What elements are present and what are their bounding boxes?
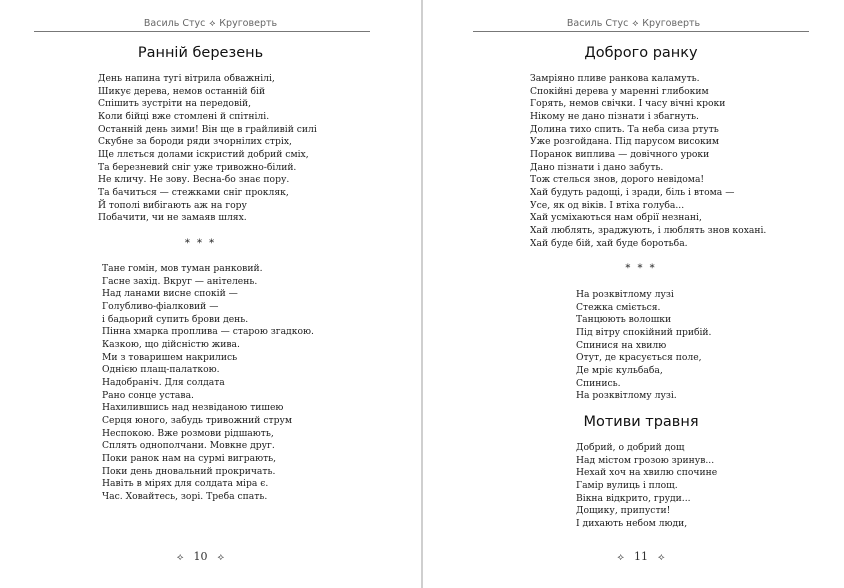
left-stanza-2 [102, 263, 314, 503]
poem-line: І дихають небом люди, [576, 517, 688, 529]
header-author: Василь Стус [566, 18, 629, 29]
poem-line: Вікна відкрито, груди... [576, 492, 691, 504]
right-stanza-3 [576, 442, 717, 531]
poem-line: Тане гомін, мов туман ранковий. [102, 263, 263, 274]
running-head-left [0, 18, 421, 32]
poem-line: Стежка сміється. [576, 301, 661, 313]
poem-line: Над ланами висне спокій — [102, 288, 238, 300]
poem-line: Гамір вулиць і площ. [576, 479, 678, 491]
poem-line: Однією плащ-палаткою. [102, 364, 220, 376]
poem-line: Навіть в мірях для солдата міра є. [102, 478, 269, 490]
poem-line: Горять, немов свічки. І часу вічні кроки [530, 98, 726, 110]
poem-line: Хай будуть радощі, і зради, біль і втома — [530, 186, 735, 198]
poem-line: Рано сонце устава. [102, 389, 194, 401]
poem-line: Поранок випливa — довічного уроки [530, 148, 710, 160]
page-number: 11 [634, 550, 648, 563]
folio-diamond-icon: ⟡ [176, 552, 184, 563]
running-head-right [423, 18, 844, 32]
header-diamond-icon: ⟡ [209, 19, 216, 29]
poem-line: Шикує дерева, немов останній бій [98, 85, 266, 97]
folio-diamond-icon: ⟡ [658, 552, 665, 563]
poem-line: Серця юного, забудь тривожний струм [102, 414, 293, 426]
poem-line: Над містом грозою зринув... [576, 454, 715, 466]
poem-line: Сплять однополчани. Мовкне друг. [102, 440, 275, 452]
right-page [423, 0, 844, 588]
poem-line: Долина тихо спить. Та неба сиза ртуть [530, 123, 719, 135]
poem-line: Надобраніч. Для солдата [102, 376, 225, 388]
poem-line: Танцюють волошки [576, 314, 672, 326]
poem-line: Замріяно пливе ранкова каламуть. [530, 73, 700, 84]
poem-line: Нікому не дано пізнати і збагнуть. [530, 110, 699, 122]
header-diamond-icon: ⟡ [632, 19, 639, 29]
poem-line: Та березневий сніг уже тривожно-білий. [98, 161, 297, 173]
poem-title-right-1: Доброго ранку [584, 45, 698, 61]
header-book-title: Круговерть [219, 18, 278, 29]
left-stanza-1 [98, 73, 317, 225]
poem-line: Хай буде бій, хай буде боротьба. [530, 237, 688, 249]
page-number-left [0, 550, 401, 563]
poem-line: Ще ллється долами іскристий добрий сміх, [98, 148, 309, 160]
poem-line: Побачити, чи не замаяв шлях. [98, 212, 247, 224]
page-number-right [423, 550, 844, 563]
poem-line: Нахилившись над незвіданою тишею [102, 402, 284, 414]
poem-line: Ми з товаришем накрились [102, 351, 238, 363]
poem-line: Отут, де красується поле, [576, 352, 702, 364]
poem-line: Хай люблять, зраджують, і люблять знов кохані. [530, 224, 767, 236]
poem-line: Та бачиться — стежками сніг прокляк, [98, 186, 289, 198]
header-rule-right [473, 31, 809, 32]
poem-line: Усе, як од віків. І втіха голуба... [530, 199, 685, 211]
poem-title-right-2: Мотиви травня [583, 414, 699, 430]
header-rule-left [34, 31, 370, 32]
poem-line: Не кличу. Не зову. Весна-бо знає пору. [98, 174, 290, 186]
section-divider-right: * * * [625, 263, 657, 274]
poem-line: Спокійні дерева у мареннi глибоким [530, 85, 709, 97]
left-page [0, 0, 421, 588]
poem-line: Поки день дновальний прокричать. [102, 465, 276, 477]
poem-line: Гасне захід. Вкруг — анітелень. [102, 275, 258, 287]
right-stanza-2 [576, 289, 711, 403]
poem-line: Дощику, припусти! [576, 505, 671, 517]
poem-line: і бадьорий супить брови день. [102, 313, 249, 325]
poem-line: Спинися на хвилю [576, 339, 667, 351]
poem-line: Де мріє кульбаба, [576, 364, 663, 376]
poem-line: Час. Ховайтесь, зорі. Треба спать. [102, 490, 268, 502]
section-divider-left: * * * [184, 238, 217, 249]
poem-line: Дано пізнати і дано забуть. [530, 161, 664, 173]
poem-line: Неспокою. Вже розмови рідшають, [102, 427, 274, 439]
poem-line: Спішить зустріти на передовій, [98, 98, 252, 110]
poem-line: Під вітру спокійний прибій. [576, 326, 712, 338]
poem-line: Й тополі вибігають аж на гору [98, 199, 247, 211]
poem-line: Уже розгойдана. Під парусом високим [530, 136, 720, 148]
poem-title-left-1: Ранній березень [137, 45, 264, 61]
poem-line: Коли бійці вже стомлені й спітнілі. [98, 110, 270, 122]
page-number: 10 [193, 550, 208, 563]
poem-line: На розквітлому лузі. [576, 390, 677, 402]
poem-line: Казкою, що дійсністю жива. [102, 338, 240, 350]
poem-line: Голубливо-фіалковий — [102, 300, 219, 312]
folio-diamond-icon: ⟡ [217, 552, 225, 563]
poem-line: Останній день зими! Він ще в грайливій силі [98, 123, 317, 135]
poem-line: На розквітлому лузі [576, 289, 674, 300]
poem-line: Спинись. [576, 377, 621, 389]
poem-line: Нехай хоч на хвилю спочине [576, 467, 718, 479]
poem-line: Добрий, о добрий дощ [576, 442, 685, 453]
header-author: Василь Стус [143, 18, 206, 29]
poem-line: Пінна хмарка проплива — старою згадкою. [102, 326, 314, 338]
poem-line: Тож стелься знов, дорого невідома! [530, 174, 705, 186]
poem-line: Поки ранок нам на сурмі виграють, [102, 452, 277, 464]
header-book-title: Круговерть [642, 18, 701, 29]
poem-line: День напина тугі вітрила обважнілі, [98, 73, 275, 84]
folio-diamond-icon: ⟡ [617, 552, 624, 563]
poem-line: Хай усміхаються нам обрії незнані, [530, 212, 702, 224]
right-stanza-1 [530, 73, 766, 250]
poem-line: Скубне за бороди ряди зчорнілих стріх, [98, 136, 292, 148]
